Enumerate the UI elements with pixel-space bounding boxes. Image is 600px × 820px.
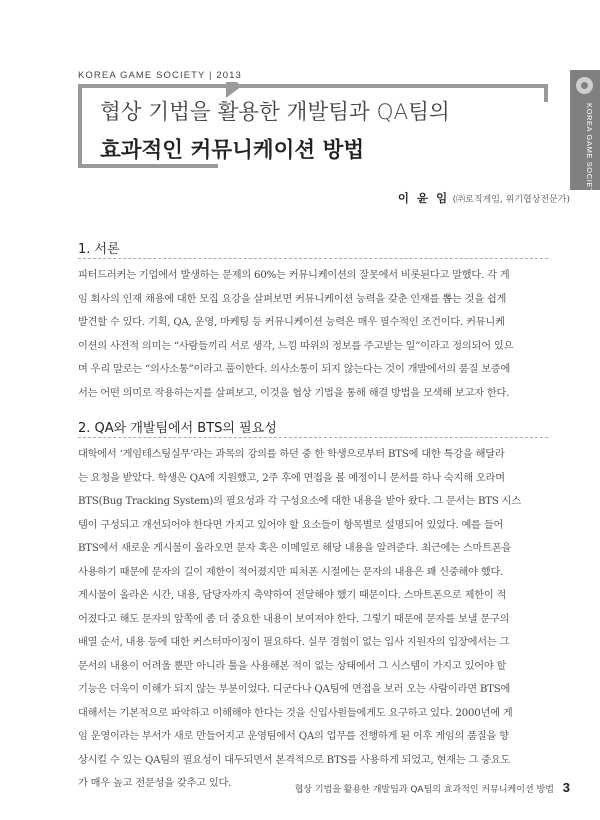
page-footer (295, 780, 570, 795)
author-line (398, 190, 570, 206)
paper-title-line2: 효과적인 커뮤니케이션 방법 (100, 138, 365, 163)
text-line: 기능은 더욱이 이해가 되지 않는 부분이었다. 디군다나 QA팀에 면접을 보러 오는 사람이라면 BTS에 (78, 684, 511, 695)
text-line: 임 운영이라는 부서가 새로 만들어지고 운영팀에서 QA의 업무를 진행하게 된 이후 게임의 품질을 향 (78, 731, 509, 742)
text-line: 문서의 내용이 어려울 뿐만 아니라 툴을 사용해본 적이 없는 상태에서 그 시스템이 가지고 있어야 할 (78, 660, 507, 672)
journal-header: KOREA GAME SOCIETY | 2013 (78, 70, 242, 81)
text-line: 어졌다고 해도 문자의 앞쪽에 좀 더 중요한 내용이 보여져야 한다. 그렇기 때문에 문자를 보낼 문구의 (78, 613, 510, 625)
text-line: BTS에서 새로운 게시물이 올라오면 문자 혹은 이메일로 해당 내용을 알려준다. 최근에는 스마트폰을 (78, 543, 512, 554)
paper-title-line1: 협상 기법을 활용한 개발팀과 QA팀의 (100, 100, 450, 125)
text-line: 사용하기 때문에 문자의 길이 제한이 적어졌지만 피처폰 시절에는 문자의 내용은 꽤 신중해야 했다. (78, 566, 504, 578)
running-title: 협상 기법을 활용한 개발팀과 QA팀의 효과적인 커뮤니케이션 방법 (294, 785, 554, 795)
section-heading: 2. QA와 개발팀에서 BTS의 필요성 (78, 421, 277, 436)
author-name: 이 윤 임 (397, 191, 450, 205)
side-tab (570, 70, 600, 199)
page-number: 3 (562, 780, 570, 795)
text-line: 배열 순서, 내용 등에 대한 커스터마이징이 필요하다. 실무 경험이 없는 입사 지원자의 입장에서는 그 (78, 637, 510, 648)
section-heading: 1. 서론 (78, 242, 120, 257)
text-line: 발견할 수 있다. 기획, QA, 운영, 마케팅 등 커뮤니케이션 능력은 매우 필수적인 조건이다. 커뮤니케 (78, 317, 505, 328)
text-line: 서는 어떤 의미로 작용하는지를 살펴보고, 이것을 협상 기법을 통해 해결 방법을 모색해 보고자 한다. (78, 387, 510, 399)
side-tab-label: KOREA GAME SOCIETY (585, 103, 594, 199)
text-line: 임 회사의 인재 채용에 대한 모집 요강을 살펴보면 커뮤니케이션 능력을 갖춘 인재를 뽑는 것을 쉽게 (78, 293, 507, 305)
text-line: 피터드러커는 기업에서 발생하는 문제의 60%는 커뮤니케이션의 잘못에서 비롯된다고 말했다. 각 게 (78, 270, 510, 281)
text-line: 가 매우 높고 전문성을 갖추고 있다. (78, 778, 232, 789)
society-logo-icon (576, 77, 593, 94)
author-affiliation: (㈜로직게임, 위기협상전문가) (452, 195, 570, 205)
text-line: 대학에서 ‘게임테스팅실무’라는 과목의 강의를 하던 중 한 학생으로부터 BTS에 대한 특강을 해달라 (78, 449, 505, 460)
section-body (78, 264, 548, 405)
section-body (78, 443, 548, 796)
section-divider (78, 437, 548, 438)
text-line: 상시킬 수 있는 QA팀의 필요성이 대두되면서 본격적으로 BTS를 사용하게 되었고, 현재는 그 중요도 (78, 754, 511, 766)
text-line: 템이 구성되고 개선되어야 한다면 가지고 있어야 할 요소들이 항목별로 설명되어 있었다. 예를 들어 (78, 519, 504, 531)
text-line: 게시물이 올라온 시간, 내용, 담당자까지 축약하여 전달해야 했기 때문이다. 스마트폰으로 제한이 적 (78, 590, 507, 601)
text-line: 대해서는 기본적으로 파악하고 이해해야 한다는 것을 신입사원들에게도 요구하고 있다. 2000년에 게 (78, 707, 513, 719)
text-line: 며 우리 말로는 “의사소통”이라고 풀이한다. 의사소통이 되지 않는다는 것이 개발에서의 품질 보증에 (78, 364, 511, 375)
section-divider (78, 258, 548, 259)
text-line: 이션의 사전적 의미는 “사람들끼리 서로 생각, 느낌 따위의 정보를 주고받는 일”이라고 정의되어 있으 (78, 340, 514, 352)
text-line: 는 요청을 받았다. 학생은 QA에 지원했고, 2주 후에 면접을 볼 예정이니 문서를 하나 숙지해 오라며 (78, 472, 505, 484)
text-line: BTS(Bug Tracking System)의 필요성과 각 구성요소에 대한 내용을 받아 왔다. 그 문서는 BTS 시스 (78, 496, 521, 507)
